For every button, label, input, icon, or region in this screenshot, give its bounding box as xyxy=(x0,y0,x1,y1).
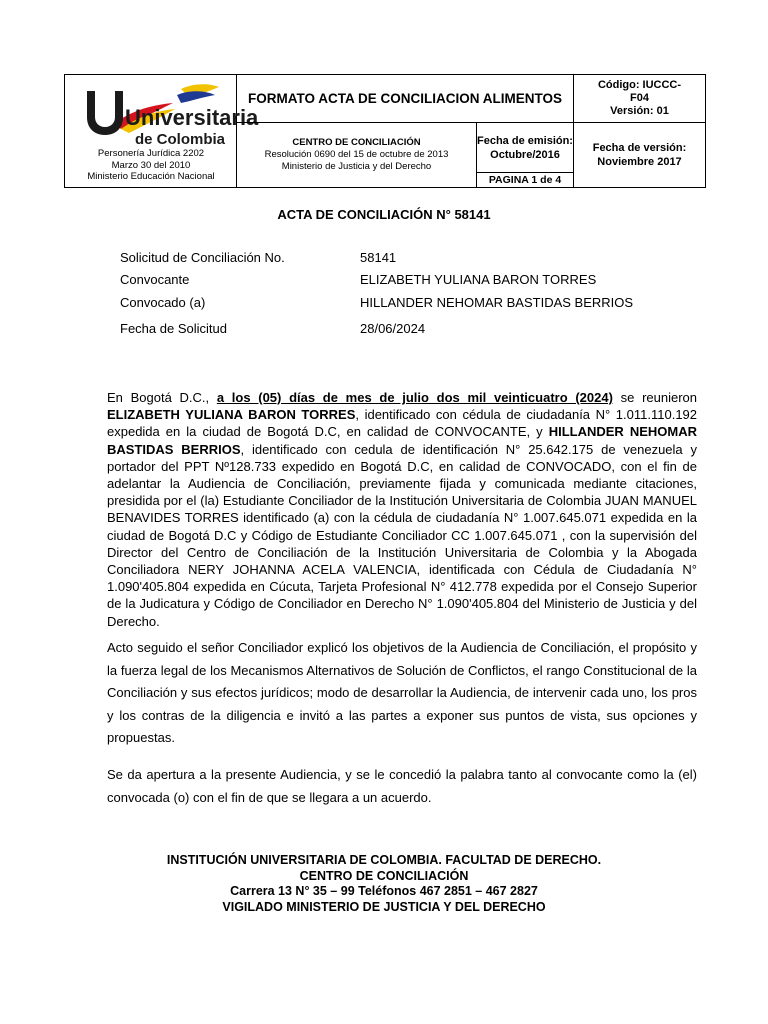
date-text: a los (05) días de mes de julio dos mil veinticuatro (2024) xyxy=(216,390,613,405)
info-label: Convocante xyxy=(120,272,190,287)
version-value: Noviembre 2017 xyxy=(597,156,682,168)
document-footer xyxy=(0,853,768,915)
info-label: Solicitud de Conciliación No. xyxy=(120,250,285,265)
logo-line: Personería Jurídica 2202 xyxy=(97,148,205,159)
convocante-name: ELIZABETH YULIANA BARON TORRES xyxy=(107,407,356,423)
center-title: CENTRO DE CONCILIACIÓN xyxy=(292,137,421,148)
footer-line: INSTITUCIÓN UNIVERSITARIA DE COLOMBIA. FACULTAD DE DERECHO. xyxy=(166,853,602,867)
logo-cell xyxy=(65,75,259,187)
paragraph-opening: Se da apertura a la presente Audiencia, y se le concedió la palabra tanto al convocante como la (el) convocada (o) con el fin de que se llegara a un acuerdo. xyxy=(107,767,697,805)
page-number: PAGINA 1 de 4 xyxy=(477,173,574,187)
form-code xyxy=(574,75,705,123)
code-line: Código: IUCCC- xyxy=(597,79,682,91)
code-line: F04 xyxy=(630,92,649,104)
info-label: Convocado (a) xyxy=(120,295,206,310)
info-label: Fecha de Solicitud xyxy=(120,321,227,336)
document-header-table xyxy=(64,74,706,188)
paragraph-intro xyxy=(107,389,697,630)
footer-line: VIGILADO MINISTERIO DE JUSTICIA Y DEL DERECHO xyxy=(222,899,546,914)
info-value: 58141 xyxy=(360,250,397,265)
text-run: , identificado con cedula de identificación N° 25.642.175 de venezuela y portador del PPT Nº128.733 expedido en Bogotá D.C, en calidad de CONVOCADO, con el fin de adelantar la Audiencia de Conciliación, previamente fijada y comunicada mediante citaciones, presidida por el (la) Estudiante Conciliador de la Institución Universitaria de Colombia JUAN MANUEL BENAVIDES TORRES identificado (a) con la cédula de ciudadanía N° 1.007.645.071 expedida en la ciudad de Bogotá D.C y Código de Estudiante Conciliador CC 1.007.645.071 , con la supervisión del Director del Centro de Conciliación de la Institución Universitaria de Colombia y la Abogada Conciliadora NERY JOHANNA ACELA VALENCIA, identificada con Cédula de Ciudadanía N° 1.090'405.804 expedida en Cúcuta, Tarjeta Profesional N° 412.778 expedida por el Consejo Superior de la Judicatura y Código de Conciliador en Derecho N° 1.090'405.804 del Ministerio de Justicia y del Derecho. xyxy=(107,441,697,629)
logo-line: Marzo 30 del 2010 xyxy=(111,159,191,171)
info-value: 28/06/2024 xyxy=(360,321,426,336)
info-value: HILLANDER NEHOMAR BASTIDAS BERRIOS xyxy=(360,295,634,310)
convocado-name: HILLANDER NEHOMAR BASTIDAS BERRIOS xyxy=(107,424,697,457)
logo-word-1: Universitaria xyxy=(125,105,259,130)
acta-title: ACTA DE CONCILIACIÓN N° 58141 xyxy=(277,207,491,222)
logo-line: Ministerio Educación Nacional xyxy=(87,171,215,182)
center-info xyxy=(237,123,477,187)
text-run: se reunieron xyxy=(612,390,697,405)
info-value: ELIZABETH YULIANA BARON TORRES xyxy=(360,272,597,287)
emission-label: Fecha de emisión: xyxy=(477,134,573,147)
code-line: Versión: 01 xyxy=(610,105,669,117)
center-line: Ministerio de Justicia y del Derecho xyxy=(281,161,432,172)
footer-line: CENTRO DE CONCILIACIÓN xyxy=(299,868,469,883)
university-logo xyxy=(81,83,259,148)
version-label: Fecha de versión: xyxy=(592,142,687,154)
paragraph-explanation: Acto seguido el señor Conciliador explicó los objetivos de la Audiencia de Conciliación, el propósito y la fuerza legal de los Mecanismos Alternativos de Solución de Conflictos, el rango Constitucional de la Conciliación y sus efectos jurídicos; modo de desarrollar la Audiencia, de intervenir cada uno, los pros y los contras de la diligencia e invitó a las partes a exponer sus puntos de vista, sus opciones y propuestas. xyxy=(107,640,697,745)
footer-line: Carrera 13 N° 35 – 99 Teléfonos 467 2851 – 467 2827 xyxy=(230,884,538,898)
emission-date xyxy=(477,123,574,173)
logo-word-2: de Colombia xyxy=(135,131,226,148)
version-date xyxy=(574,123,705,187)
emission-value: Octubre/2016 xyxy=(490,148,560,161)
text-run: , identificado con cédula de ciudadanía N° 1.011.110.192 expedida en la ciudad de Bogotá D.C, en calidad de CONVOCANTE, y xyxy=(107,407,698,440)
text-run: En Bogotá D.C., xyxy=(107,390,217,405)
center-line: Resolución 0690 del 15 de octubre de 2013 xyxy=(264,149,449,160)
logo-subtitle xyxy=(65,148,237,183)
form-title: FORMATO ACTA DE CONCILIACION ALIMENTOS xyxy=(237,75,574,123)
